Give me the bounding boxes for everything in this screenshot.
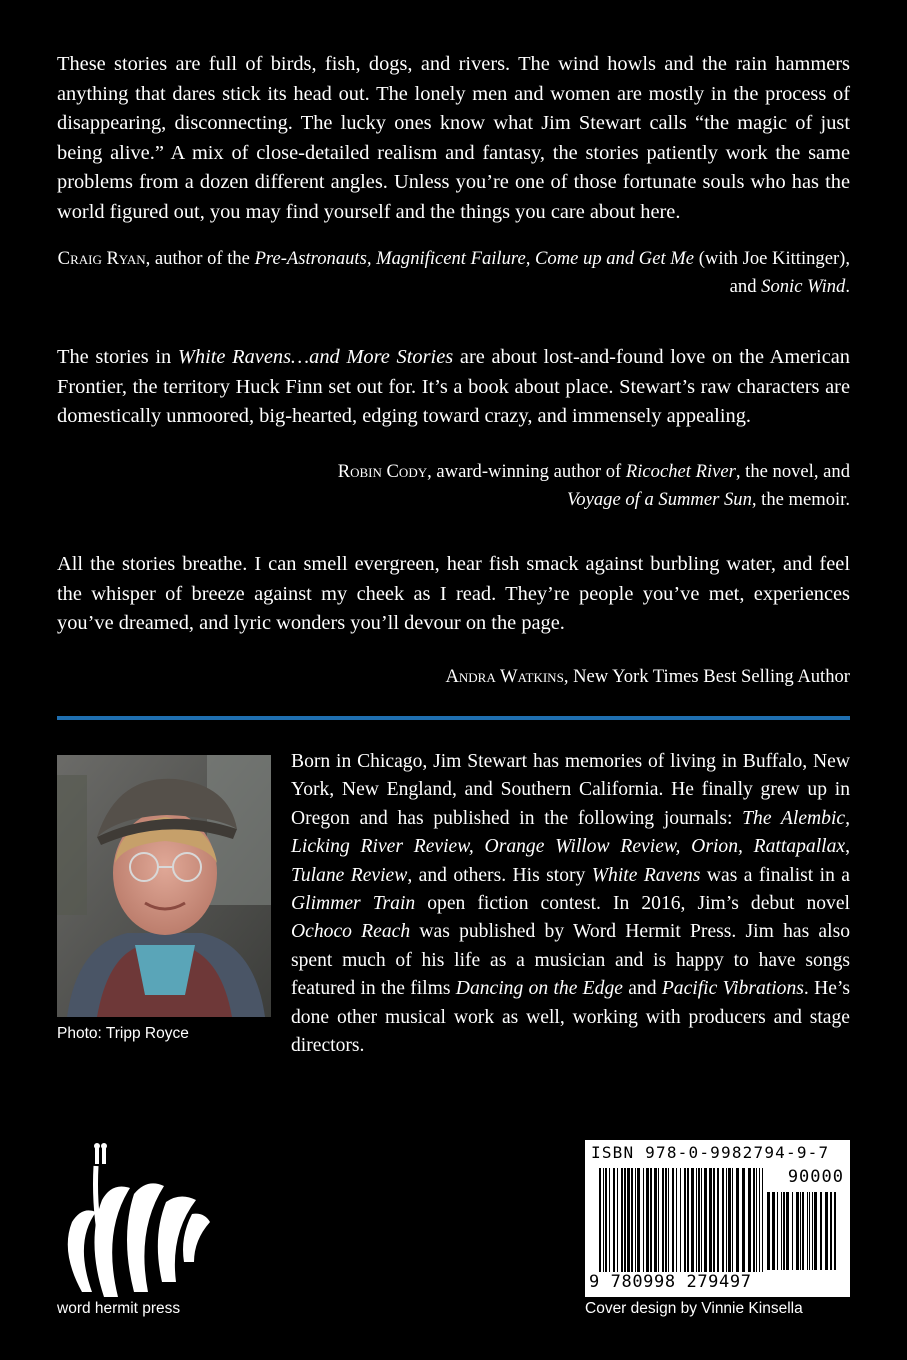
barcode-bar: [783, 1192, 785, 1270]
barcode-bar: [728, 1168, 731, 1272]
blurb-2-text: The stories in White Ravens…and More Stories are about lost-and-found love on the American Frontier, the territory Huck Finn set out for. It’s a book about place. Stewart’s raw characters are domestically unmoored, big-hearted, edging toward crazy, and immensely appealing.: [57, 346, 850, 427]
barcode-bar: [717, 1168, 719, 1272]
barcode-bar: [736, 1168, 739, 1272]
blurb-1-attribution: Craig Ryan, author of the Pre-Astronauts, Magnificent Failure, Come up and Get Me (with Joe Kittinger), and Sonic Wind.: [57, 248, 850, 297]
barcode-bar: [605, 1168, 607, 1272]
barcode-bar: [834, 1192, 836, 1270]
barcode-bar: [691, 1168, 694, 1272]
barcode-bar: [756, 1168, 757, 1272]
blurb-2-author: Robin Cody: [337, 461, 428, 482]
photo-caption: Photo: Tripp Royce: [57, 1025, 189, 1042]
barcode-bar: [684, 1168, 686, 1272]
isbn-number: ISBN 978-0-9982794-9-7: [591, 1143, 830, 1162]
ean-digits: 9 780998 279497: [589, 1272, 752, 1292]
barcode-bar: [792, 1192, 793, 1270]
barcode-bar: [654, 1168, 657, 1272]
blurb-3-text: All the stories breathe. I can smell evergreen, hear fish smack against burbling water, and feel the whisper of breeze against my cheek as I read. They’re people you’ve met, experiences you’ve dreamed, and lyric wonders you’ll devour on the page.: [57, 553, 850, 634]
publisher-name: word hermit press: [57, 1300, 181, 1317]
barcode-bar: [786, 1192, 789, 1270]
publisher-logo-icon: [52, 1142, 212, 1302]
barcode-bar: [777, 1192, 778, 1270]
section-divider: [57, 716, 850, 720]
barcode-bar: [599, 1168, 601, 1272]
barcode-bar: [781, 1192, 782, 1270]
author-bio: Born in Chicago, Jim Stewart has memories of living in Buffalo, New York, New England, and Southern California. He finally grew up in Oregon and has published in the following journals: The Alembic, Licking River Review, Orange Willow Review, Orion, Rattapallax, Tulane Review, and others. His story White Ravens was a finalist in a Glimmer Train open fiction contest. In 2016, Jim’s debut novel Ochoco Reach was published by Word Hermit Press. Jim has also spent much of his life as a musician and is happy to have songs featured in the films Dancing on the Edge and Pacific Vibrations. He’s done other musical work as well, working with producers and stage directors.: [291, 751, 851, 1057]
barcode-bar: [609, 1168, 610, 1272]
barcode-bar: [753, 1168, 755, 1272]
price-bars: [767, 1192, 839, 1272]
barcode-bar: [624, 1168, 626, 1272]
blurb-2: [57, 343, 850, 432]
barcode-bar: [748, 1168, 751, 1272]
barcode-bar: [820, 1192, 822, 1270]
barcode-bar: [722, 1168, 724, 1272]
barcode-bar: [825, 1192, 828, 1270]
blurb-2-attribution: Robin Cody, award-winning author of Ricochet River, the novel, and Voyage of a Summer Sun, the memoir.: [337, 461, 850, 510]
barcode-bar: [800, 1192, 801, 1270]
barcode-bar: [767, 1192, 770, 1270]
barcode-bar: [621, 1168, 623, 1272]
isbn-barcode: [585, 1140, 850, 1297]
barcode-bar: [668, 1168, 669, 1272]
barcode-bar: [676, 1168, 677, 1272]
barcode-bar: [726, 1168, 727, 1272]
blurb-1-text: These stories are full of birds, fish, dogs, and rivers. The wind howls and the rain hammers anything that dares stick its head out. The lonely men and women are mostly in the process of disappearing, disconnecting. The lucky ones know what Jim Stewart calls “the magic of just being alive.” A mix of close-detailed realism and fantasy, the stories patiently work the same problems from a dozen different angles. Unless you’re one of those fortunate souls who has the world figured out, you may find yourself and the things you care about here.: [57, 53, 850, 223]
barcode-bar: [613, 1168, 615, 1272]
barcode-bar: [807, 1192, 808, 1270]
blurb-3-attribution: Andra Watkins, New York Times Best Selling Author: [445, 666, 850, 687]
barcode-bar: [759, 1168, 760, 1272]
barcode-bar: [643, 1168, 644, 1272]
barcode-bar: [732, 1168, 733, 1272]
barcode-bar: [762, 1168, 763, 1272]
barcode-bar: [646, 1168, 649, 1272]
barcode-bar: [662, 1168, 664, 1272]
blurb-3-author: Andra Watkins: [445, 666, 564, 687]
barcode-bar: [696, 1168, 697, 1272]
barcode-bar: [665, 1168, 667, 1272]
blurb-1-author: Craig Ryan: [57, 248, 146, 269]
cover-credit: Cover design by Vinnie Kinsella: [585, 1300, 803, 1317]
barcode-bar: [796, 1192, 799, 1270]
barcode-bar: [772, 1192, 775, 1270]
barcode-bar: [680, 1168, 681, 1272]
barcode-bar: [713, 1168, 715, 1272]
barcode-bar: [802, 1192, 804, 1270]
blurb-3: [57, 550, 850, 639]
blurb-1: [57, 50, 850, 227]
barcode-bar: [603, 1168, 604, 1272]
barcode-bar: [701, 1168, 702, 1272]
barcode-bar: [812, 1192, 813, 1270]
barcode-bar: [698, 1168, 700, 1272]
barcode-bar: [809, 1192, 810, 1270]
author-photo: [57, 755, 271, 1017]
barcode-bar: [650, 1168, 652, 1272]
price-code: 90000: [787, 1167, 844, 1187]
barcode-bar: [709, 1168, 712, 1272]
barcode-bar: [814, 1192, 817, 1270]
ean-bars: [599, 1168, 763, 1272]
barcode-bar: [635, 1168, 636, 1272]
barcode-bar: [830, 1192, 832, 1270]
barcode-bar: [627, 1168, 630, 1272]
barcode-bar: [687, 1168, 689, 1272]
barcode-bar: [637, 1168, 640, 1272]
barcode-bar: [672, 1168, 674, 1272]
barcode-bar: [631, 1168, 633, 1272]
barcode-bar: [742, 1168, 745, 1272]
barcode-bar: [704, 1168, 707, 1272]
barcode-bar: [617, 1168, 618, 1272]
barcode-bar: [658, 1168, 659, 1272]
